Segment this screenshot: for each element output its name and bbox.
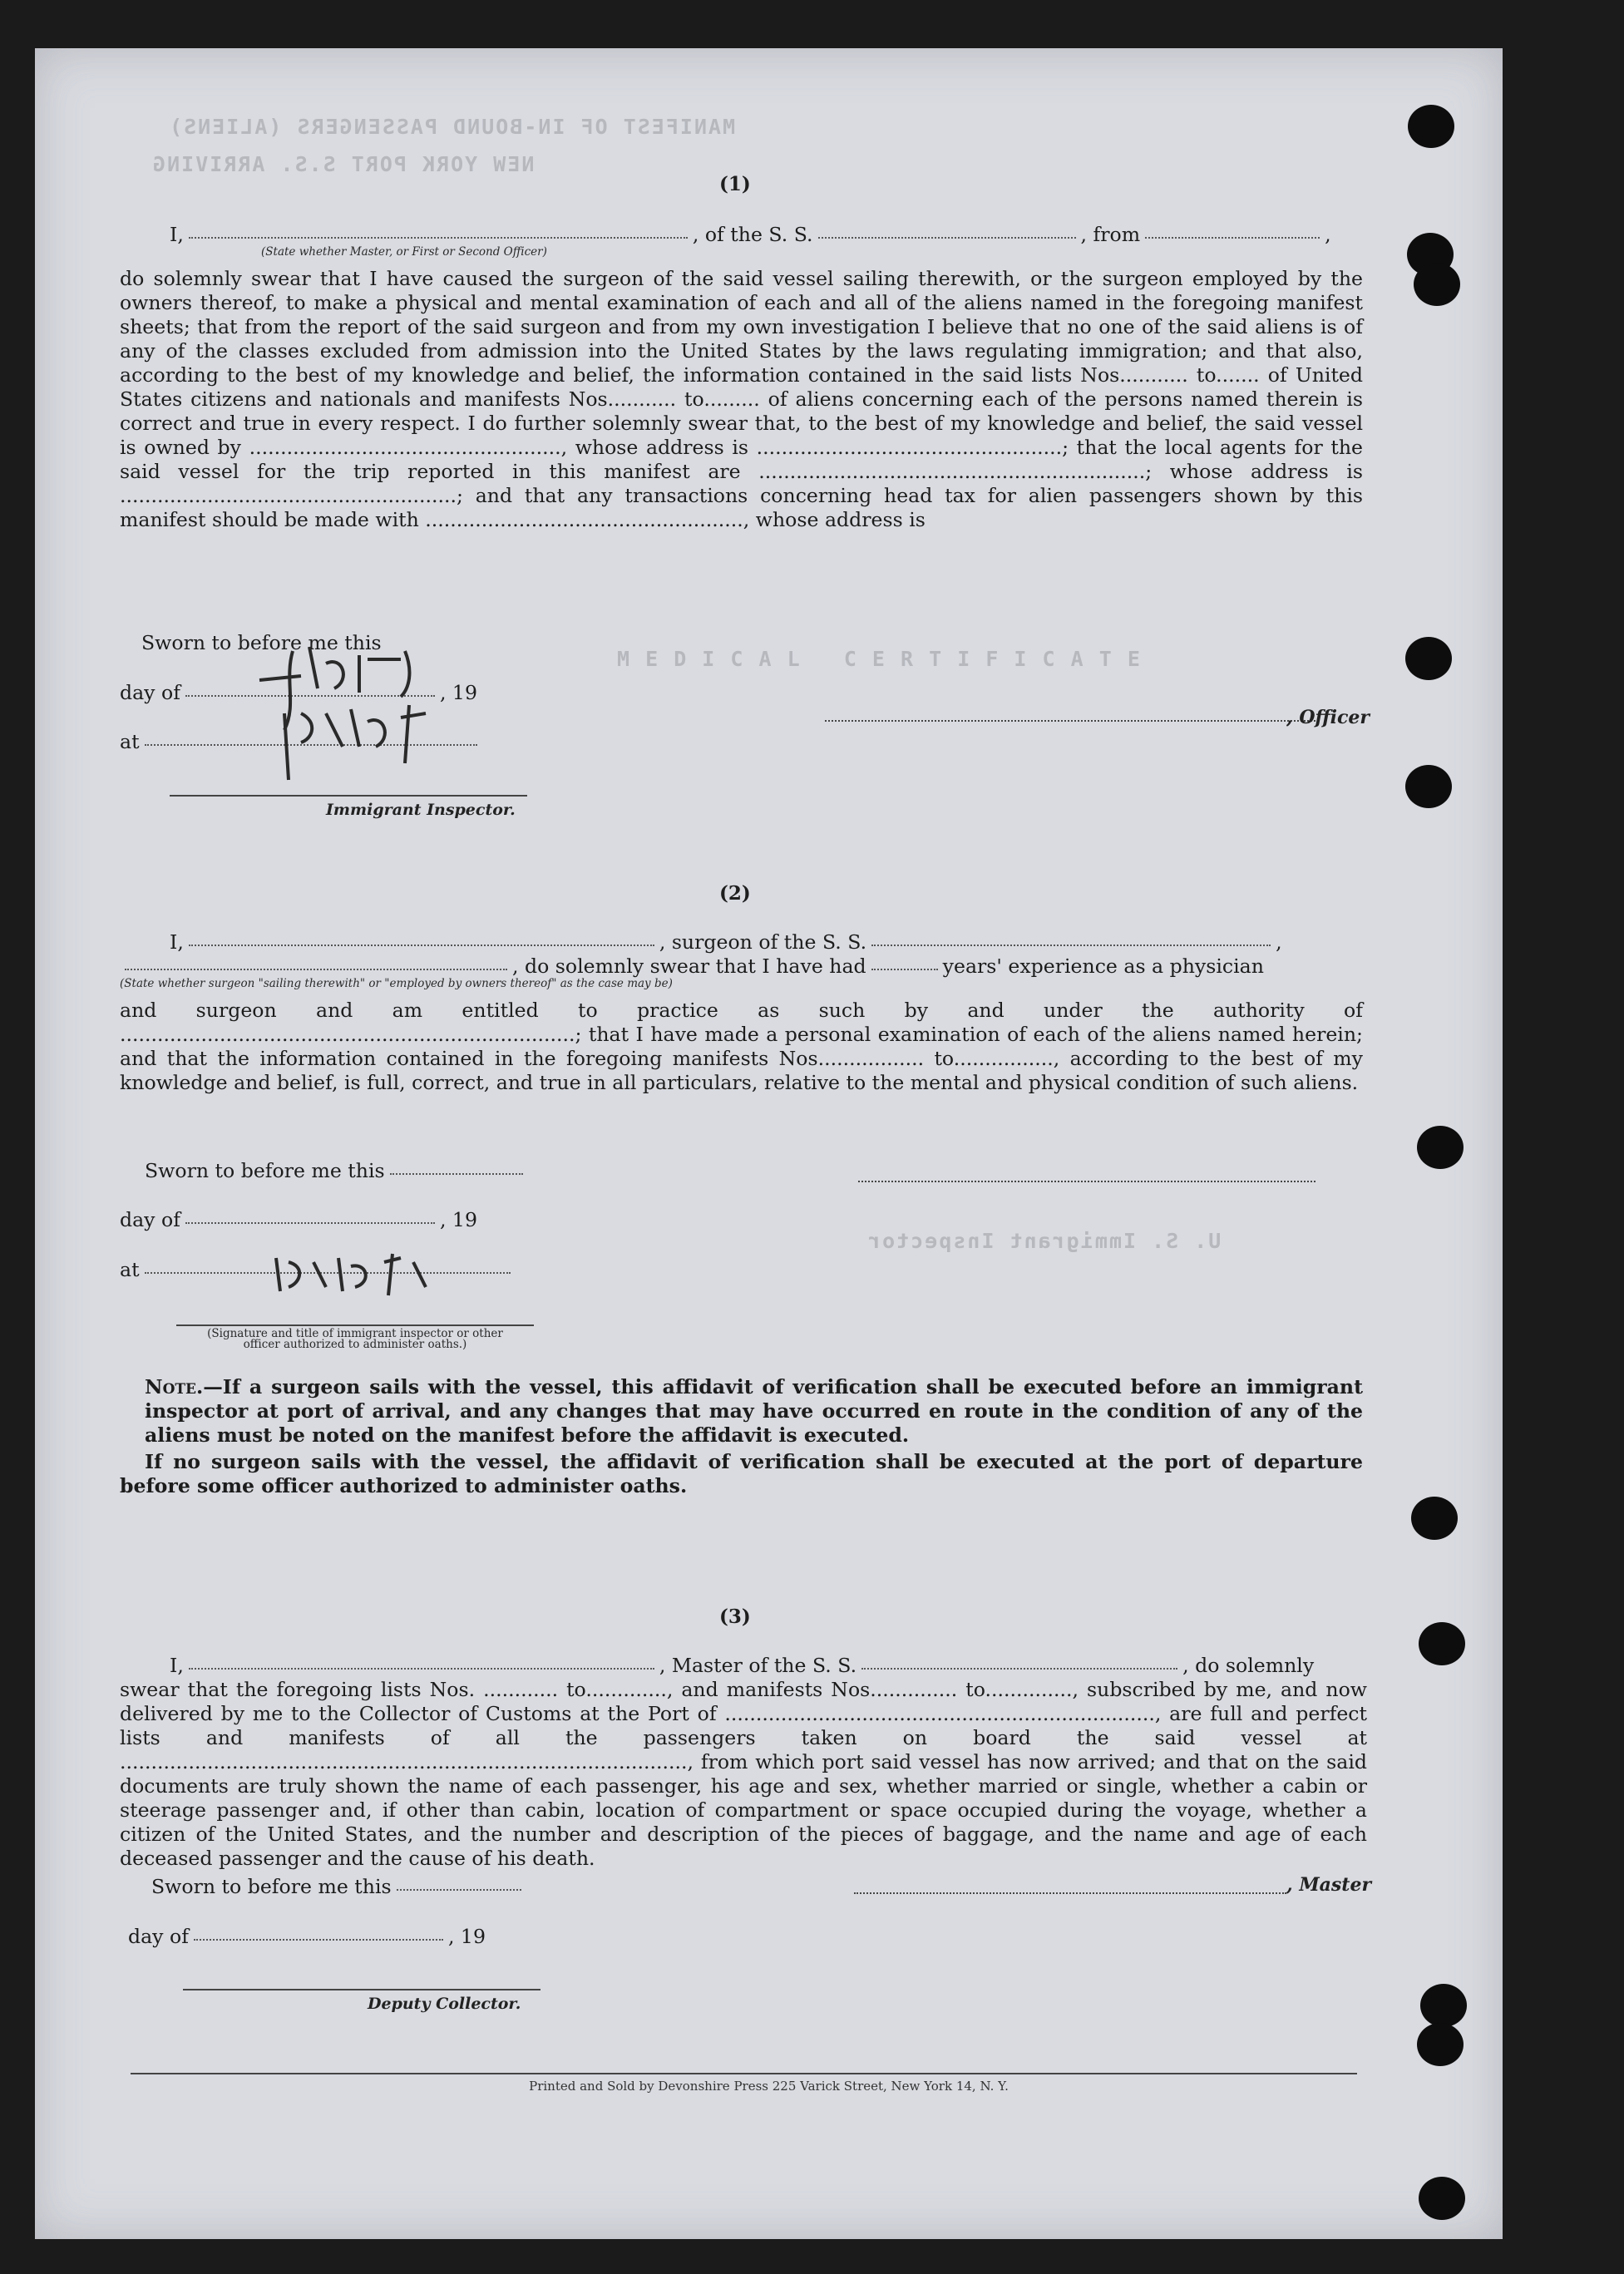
surgeon-status-field[interactable] [125, 968, 507, 970]
section-1-number: (1) [719, 173, 751, 195]
sec3-day-field[interactable] [194, 1938, 443, 1941]
sec1-lead: I, [170, 223, 184, 246]
sec3-signature-line [183, 1989, 541, 1990]
from-port-field[interactable] [1145, 236, 1320, 239]
officer-caption: , Officer [1286, 707, 1370, 728]
sec1-of-ss: , of the S. S. [692, 223, 813, 246]
note-paragraph [145, 1375, 1363, 1448]
sec3-sworn-field[interactable] [397, 1888, 521, 1891]
master-signature-line [854, 1892, 1286, 1894]
sec3-day-row: day of , 19 [128, 1925, 486, 1948]
binding-hole [1405, 637, 1452, 680]
vessel-name-field[interactable] [818, 236, 1076, 239]
binding-hole [1417, 2023, 1464, 2066]
sec1-paragraph: do solemnly swear that I have caused the surgeon of the said vessel sailing therewith, or the surgeon employed by the owners thereof, to make a physical and mental examination of each and all of the aliens named in the foregoing manifest sheets; that from the report of the said surgeon and from my own investigation I believe that no one of the said aliens is of any of the classes excluded from admission into the United States by the laws regulating immigration; and that also, according to the best of my knowledge and belief, the information contained in the said lists Nos........... to....... of United States citizens and nationals and manifests Nos........... to......... of aliens concerning each of the persons named therein is correct and true in every respect. I do further solemnly swear that, to the best of my knowledge and belief, the said vessel is owned by .................................................., whose address is .................................................; that the local agents for the said vessel for the trip reported in this manifest are ..............................................................; whose address is ......................................................; and that any transactions concerning head tax for alien passengers shown by this manifest should be made with ..................................................., whose address is [120, 267, 1363, 531]
footer-rule [131, 2073, 1357, 2074]
bleed-through-text: M E D I C A L C E R T I F I C A T E [617, 647, 1142, 671]
sec2-hint: (State whether surgeon "sailing therewith" or "employed by owners thereof" as the case may be) [120, 977, 673, 990]
binding-hole [1417, 1126, 1464, 1169]
sec2-right-signature-line [858, 1181, 1315, 1182]
sec1-day-row: day of , 19 [120, 681, 477, 704]
note-lead: Note. [145, 1375, 204, 1398]
sec2-at-row: at [120, 1258, 516, 1281]
years-field[interactable] [871, 968, 938, 970]
sec2-day-row: day of , 19 [120, 1208, 477, 1231]
bleed-through-inspector: U. S. Immigrant Inspector [866, 1229, 1222, 1253]
bleed-through-line: NEW YORK PORT S.S. ARRIVING [151, 152, 535, 176]
binding-hole [1405, 765, 1452, 808]
surgeon-name-field[interactable] [189, 944, 654, 946]
sec2-day-field[interactable] [185, 1221, 435, 1224]
section-2-number: (2) [719, 882, 751, 905]
binding-hole [1419, 1622, 1465, 1665]
officer-signature-line [825, 720, 1315, 722]
bleed-through-heading: MANIFEST OF IN-BOUND PASSENGERS (ALIENS) [168, 115, 736, 139]
binding-hole [1408, 105, 1454, 148]
binding-hole [1419, 2177, 1465, 2220]
binding-hole [1411, 1497, 1458, 1540]
sec3-sworn-row: Sworn to before me this [151, 1875, 526, 1898]
sec2-vessel-field[interactable] [871, 944, 1271, 946]
sec2-line1: I, , surgeon of the S. S. , [170, 930, 1282, 954]
binding-hole [1420, 1984, 1467, 2027]
sec3-paragraph: swear that the foregoing lists Nos. ............ to............., and manifests Nos.............. to.............., subscribed by me, and now delivered by me to the Collector of Customs at the Port of ....................................................................., are full and perfect lists and manifests of all the passengers taken on board the said vessel at ..........................................................................................., from which port said vessel has now arrived; and that on the said documents are truly shown the name of each passenger, his age and sex, whether married or single, whether a cabin or steerage passenger and, if other than cabin, location of compartment or space occupied during the voyage, whether a citizen of the United States, and the number and description of the pieces of baggage, and the name and age of each deceased passenger and the cause of his death. [120, 1678, 1367, 1870]
handwritten-signature-stamp [234, 630, 567, 797]
handwritten-signature-stamp-2 [259, 1246, 467, 1304]
section-3-number: (3) [719, 1606, 751, 1628]
master-name-field[interactable] [189, 236, 688, 239]
deputy-collector-caption: Deputy Collector. [368, 1995, 521, 2013]
sec2-signature-caption: (Signature and title of immigrant inspector or other officer authorized to administer oaths.) [207, 1327, 503, 1351]
master-caption: , Master [1286, 1874, 1372, 1896]
sec1-hint: (State whether Master, or First or Second Officer) [261, 245, 547, 259]
binding-hole [1414, 263, 1460, 306]
sec1-from: , from [1080, 223, 1141, 246]
immigrant-inspector-caption: Immigrant Inspector. [326, 801, 516, 819]
sec1-at-row: at [120, 730, 482, 753]
sec3-vessel-field[interactable] [861, 1667, 1177, 1670]
sec2-paragraph: and surgeon and am entitled to practice as such by and under the authority of .........................................................................; that I have made a personal examination of each of the aliens named herein; and that the information contained in the foregoing manifests Nos................. to................, according to the best of my knowledge and belief, is full, correct, and true in all particulars, relative to the mental and physical condition of such aliens. [120, 999, 1363, 1094]
note2-paragraph: If no surgeon sails with the vessel, the affidavit of verification shall be executed at the port of departure before some officer authorized to administer oaths. [120, 1450, 1363, 1497]
manifest-page [35, 48, 1503, 2239]
sec2-sworn-field[interactable] [390, 1172, 523, 1175]
sec2-signature-line [176, 1324, 534, 1326]
sec1-line1: I, , of the S. S. , from , [170, 223, 1331, 246]
printer-imprint: Printed and Sold by Devonshire Press 225 Varick Street, New York 14, N. Y. [529, 2079, 1009, 2094]
note-text: —If a surgeon sails with the vessel, this affidavit of verification shall be executed before an immigrant inspector at port of arrival, and any changes that may have occurred en route in the condition of any of the aliens must be noted on the manifest before the affidavit is executed. [145, 1375, 1363, 1447]
sec1-sworn: Sworn to before me this [141, 631, 382, 654]
sec3-line1: I, , Master of the S. S. , do solemnly [170, 1654, 1315, 1677]
sec3-master-field[interactable] [189, 1667, 654, 1670]
sec2-sworn-row: Sworn to before me this [145, 1159, 528, 1182]
sec2-line2: , do solemnly swear that I have had years' experience as a physician [120, 954, 1264, 978]
